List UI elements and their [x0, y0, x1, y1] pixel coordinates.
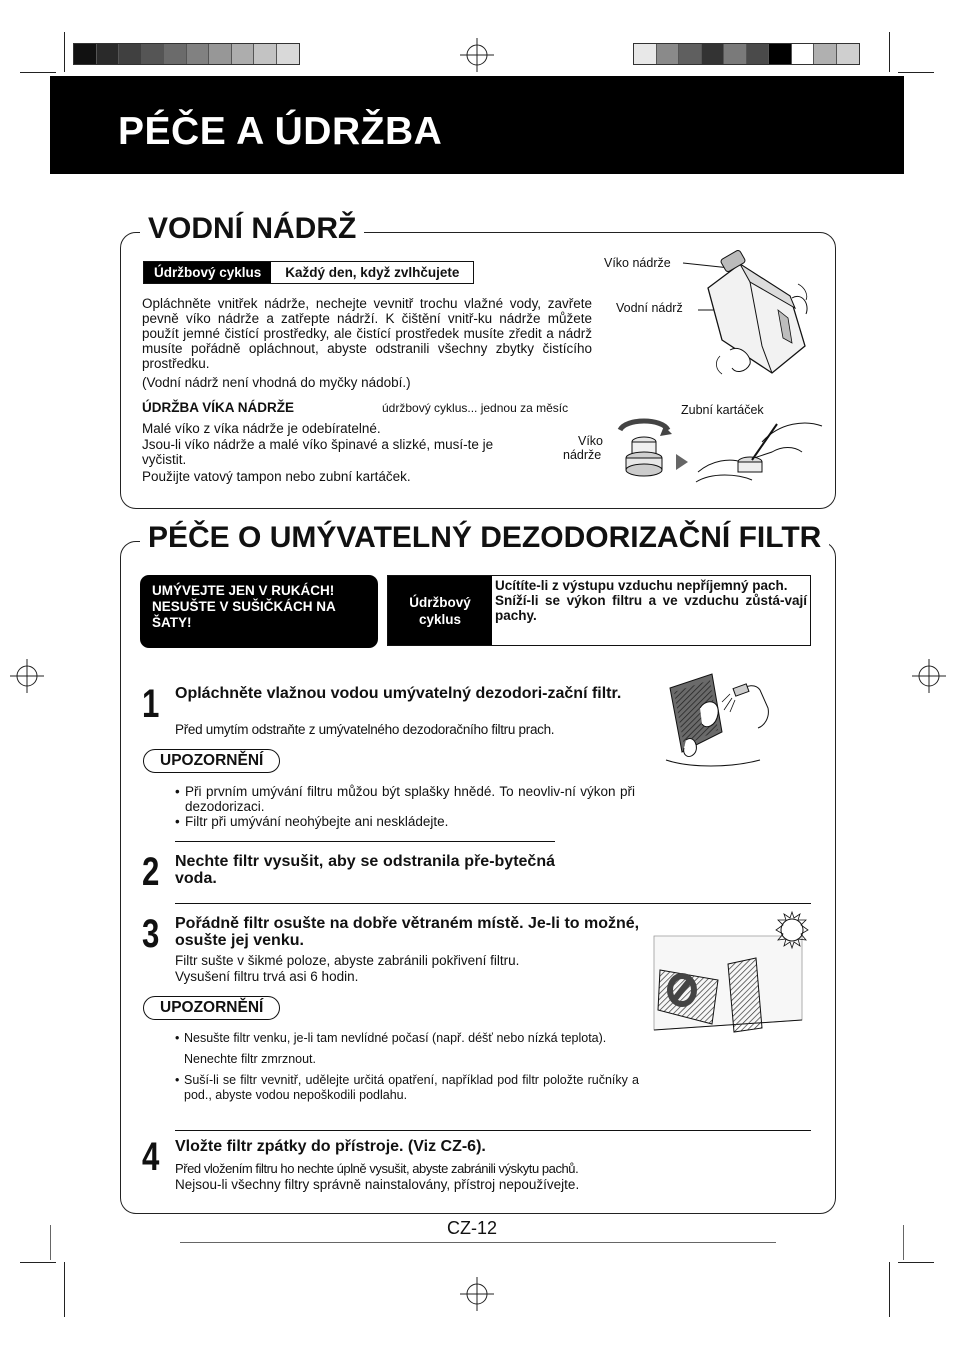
step-3-number: 3 [142, 912, 160, 956]
step-divider [175, 1130, 811, 1131]
color-swatch [119, 44, 142, 64]
color-swatch [747, 44, 770, 64]
color-swatch [232, 44, 255, 64]
step-4-text-2: Nejsou-li všechny filtry správně nainstalovány, přístroj nepoužívejte. [175, 1177, 580, 1192]
caution-1-list: • Při prvním umývání filtru můžou být splašky hnědé. To neovliv-ní výkon při dezodorizaci. • Filtr při umývání neohýbejte ani neskládejte. [175, 784, 635, 829]
tank-note: (Vodní nádrž není vhodná do myčky nádobí.) [142, 375, 411, 390]
step-divider [175, 841, 555, 842]
tank-cycle-value: Každý den, když zvlhčujete [285, 265, 460, 280]
registration-mark-icon [10, 659, 44, 693]
caution-2-label: UPOZORNĚNÍ [143, 996, 280, 1020]
color-swatch [814, 44, 837, 64]
tank-body-text: Opláchněte vnitřek nádrže, nechejte vevnitř trochu vlažné vody, zavřete pevně víko nádrže a zatřepte nádrží. K čištění vnitř-ku nádrže můžete použít jemné čistící prostředky, ale čistící prostředek musíte zředit a nádrž musíte pořádně opláchnout, abyste odstranili všechny zbytky čistícího prostředku. [142, 296, 592, 371]
page-title: PÉČE A ÚDRŽBA [118, 110, 443, 153]
page-number: CZ-12 [447, 1218, 498, 1238]
step-4-text-1: Před vložením filtru ho nechte úplně vysušit, abyste zabránili výskytu pachů. [175, 1161, 579, 1176]
lid-line-2: Jsou-li víko nádrže a malé víko špinavé a slizké, musí-te je vyčistit. [142, 437, 494, 467]
fig-brush-label: Zubní kartáček [681, 403, 764, 417]
step-3-heading: Pořádně filtr osušte na dobře větraném místě. Je-li to možné, osušte jej venku. [175, 915, 640, 949]
lid-maintenance-cycle: údržbový cyklus... jednou za měsíc [382, 401, 569, 415]
color-swatch [769, 44, 792, 64]
step-divider [175, 903, 811, 904]
caution-2-list: • Nesušte filtr venku, je-li tam nevlídné počasí (např. déšť nebo nízká teplota). Nenechte filtr zmrznout. • Suší-li se filtr vevnitř, udělejte určitá opatření, například pod filtr položte ručníky a pod., abyste vodou nepoškodili podlahu. [175, 1031, 639, 1102]
color-swatch [792, 44, 815, 64]
caution-2-item: Nesušte filtr venku, je-li tam nevlídné počasí (např. déšť nebo nízká teplota). [184, 1031, 607, 1045]
color-swatch [724, 44, 747, 64]
registration-mark-icon [460, 1277, 494, 1311]
caution-1-label: UPOZORNĚNÍ [143, 749, 280, 773]
color-swatch [164, 44, 187, 64]
step-1-number: 1 [142, 682, 160, 726]
color-swatch [679, 44, 702, 64]
filter-section-title: PÉČE O UMÝVATELNÝ DEZODORIZAČNÍ FILTR [140, 523, 829, 553]
filter-cycle-text-1: Ucítíte-li z výstupu vzduchu nepříjemný pach. [495, 578, 788, 593]
lid-maintenance-title: ÚDRŽBA VÍKA NÁDRŽE [142, 400, 294, 415]
color-swatch [74, 44, 97, 64]
color-swatch [837, 44, 860, 64]
color-swatch [97, 44, 120, 64]
color-bar-left [73, 43, 300, 65]
caution-1-item: Filtr při umývání neohýbejte ani neskládejte. [185, 814, 449, 829]
step-2-heading: Nechte filtr vysušit, aby se odstranila pře-bytečná voda. [175, 853, 555, 887]
step-1-heading: Opláchněte vlažnou vodou umývatelný dezodori-zační filtr. [175, 685, 622, 702]
color-swatch [142, 44, 165, 64]
fig-lid-label: Víko nádrže [604, 256, 671, 270]
lid-line-1: Malé víko z víka nádrže je odebíratelné. [142, 421, 381, 436]
step-4-heading: Vložte filtr zpátky do přístroje. (Viz CZ-6). [175, 1138, 486, 1155]
step-3-text-1: Filtr sušte v šikmé poloze, abyste zabránili pokřivení filtru. [175, 953, 520, 968]
tank-section-title: VODNÍ NÁDRŽ [140, 214, 364, 244]
water-tank-illustration [680, 248, 830, 398]
lid-cleaning-illustration [612, 412, 834, 492]
filter-cycle-label: Údržbový cyklus [388, 576, 492, 645]
filter-cycle-text-2: Sníží-li se výkon filtru a ve vzduchu zůstá-vají pachy. [495, 593, 807, 623]
color-bar-right [633, 43, 860, 65]
color-swatch [634, 44, 657, 64]
fig-tank-label: Vodní nádrž [616, 301, 683, 315]
lid-line-3: Použijte vatový tampon nebo zubní kartáček. [142, 469, 411, 484]
color-swatch [187, 44, 210, 64]
step-3-text-2: Vysušení filtru trvá asi 6 hodin. [175, 969, 359, 984]
tank-cycle-box [143, 261, 474, 284]
step-2-number: 2 [142, 850, 160, 894]
fig-cap-label-1: Víko [578, 434, 604, 448]
registration-mark-icon [460, 38, 494, 72]
color-swatch [277, 44, 300, 64]
washing-warning: UMÝVEJTE JEN V RUKÁCH! NESUŠTE V SUŠIČKÁCH NA ŠATY! [140, 575, 378, 648]
tank-cycle-label: Údržbový cyklus [144, 262, 271, 283]
color-swatch [209, 44, 232, 64]
fig-cap-label-2: nádrže [563, 448, 602, 462]
caution-1-item: Při prvním umývání filtru můžou být splašky hnědé. To neovliv-ní výkon při dezodorizaci. [185, 784, 635, 814]
drying-filter-illustration [652, 910, 812, 1040]
step-1-text: Před umytím odstraňte z umývatelného dezodoračního filtru prach. [175, 722, 555, 737]
color-swatch [254, 44, 277, 64]
rinse-filter-illustration [660, 668, 790, 780]
step-4-number: 4 [142, 1135, 160, 1179]
filter-cycle-table [387, 575, 811, 646]
caution-2-item: Nenechte filtr zmrznout. [184, 1052, 316, 1066]
color-swatch [657, 44, 680, 64]
color-swatch [702, 44, 725, 64]
filter-cycle-text [492, 576, 810, 645]
registration-mark-icon [912, 659, 946, 693]
caution-2-item: Suší-li se filtr vevnitř, udělejte určitá opatření, například pod filtr položte ručníky a pod., abyste vodou nepoškodili podlahu. [184, 1073, 639, 1102]
